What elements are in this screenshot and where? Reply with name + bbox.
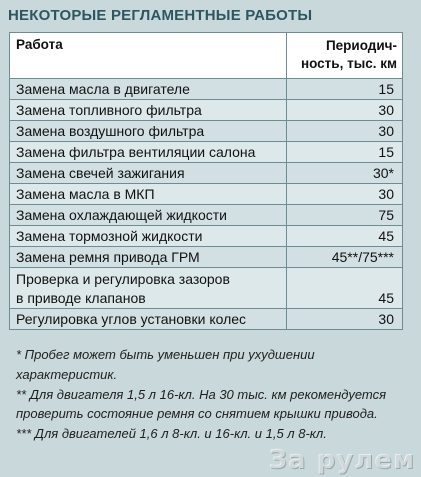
column-header-work: Работа bbox=[10, 33, 287, 79]
row-period-value: 30 bbox=[287, 184, 403, 205]
row-work-name-line1: Проверка и регулировка зазоров bbox=[16, 271, 230, 287]
column-header-period-line1: Периодич- bbox=[325, 38, 397, 53]
table-row bbox=[10, 142, 403, 163]
column-header-period-line2: ность, тыс. км bbox=[300, 56, 397, 71]
row-period-value: 30 bbox=[287, 121, 403, 142]
row-period-value: 30 bbox=[287, 309, 403, 330]
table-row bbox=[10, 121, 403, 142]
maintenance-table bbox=[9, 32, 403, 330]
row-work-name: Замена масла в двигателе bbox=[10, 79, 287, 100]
table-row bbox=[10, 226, 403, 247]
page-title: НЕКОТОРЫЕ РЕГЛАМЕНТНЫЕ РАБОТЫ bbox=[8, 7, 313, 24]
row-work-name: Замена свечей зажигания bbox=[10, 163, 287, 184]
row-period-value: 30 bbox=[287, 100, 403, 121]
footnote-2: ** Для двигателя 1,5 л 16-кл. На 30 тыс. км рекомендуется проверить состояние ремня со снятием крышки привода. bbox=[16, 386, 387, 422]
footnote-3: *** Для двигателей 1,6 л 8-кл. и 16-кл. и 1,5 л 8-кл. bbox=[16, 426, 327, 442]
table-row bbox=[10, 100, 403, 121]
row-work-name: Замена воздушного фильтра bbox=[10, 121, 287, 142]
row-work-name bbox=[10, 268, 287, 309]
row-work-name: Замена охлаждающей жидкости bbox=[10, 205, 287, 226]
table-row bbox=[10, 163, 403, 184]
footnotes bbox=[16, 345, 406, 444]
table-row bbox=[10, 205, 403, 226]
row-period-value: 45 bbox=[287, 226, 403, 247]
row-period-value: 45 bbox=[287, 268, 403, 309]
row-work-name: Замена топливного фильтра bbox=[10, 100, 287, 121]
row-work-name: Замена масла в МКП bbox=[10, 184, 287, 205]
row-work-name: Замена ремня привода ГРМ bbox=[10, 247, 287, 268]
table-header-row bbox=[10, 33, 403, 79]
row-period-value: 30* bbox=[287, 163, 403, 184]
row-work-name: Регулировка углов установки колес bbox=[10, 309, 287, 330]
table-row bbox=[10, 268, 403, 309]
row-work-name-line2: в приводе клапанов bbox=[16, 290, 146, 306]
watermark-logo: За рулем bbox=[268, 445, 415, 475]
row-work-name: Замена фильтра вентиляции салона bbox=[10, 142, 287, 163]
table-row bbox=[10, 247, 403, 268]
row-period-value: 75 bbox=[287, 205, 403, 226]
row-period-value: 15 bbox=[287, 142, 403, 163]
footnote-1: * Пробег может быть уменьшен при ухудшении характеристик. bbox=[16, 347, 315, 382]
row-period-value: 15 bbox=[287, 79, 403, 100]
row-work-name: Замена тормозной жидкости bbox=[10, 226, 287, 247]
table-row bbox=[10, 184, 403, 205]
column-header-period bbox=[287, 33, 403, 79]
table-row bbox=[10, 79, 403, 100]
table-row bbox=[10, 309, 403, 330]
row-period-value: 45**/75*** bbox=[287, 247, 403, 268]
